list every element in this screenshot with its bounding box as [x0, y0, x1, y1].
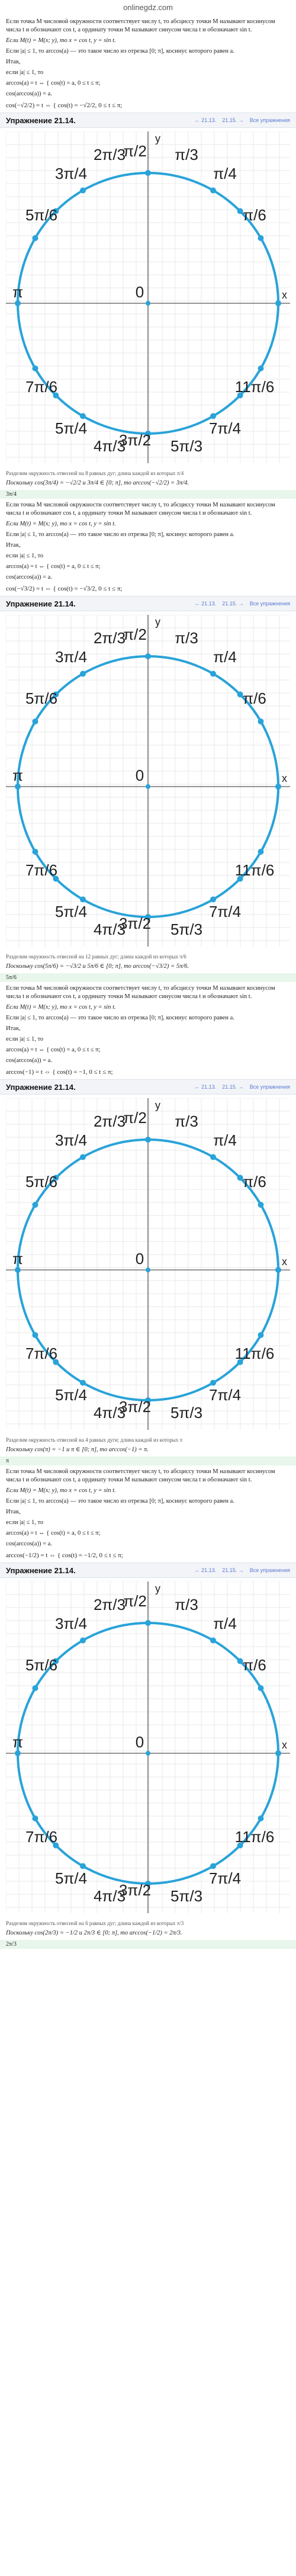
unit-circle-figure: [6, 131, 290, 463]
condition-1: если |a| ≤ 1, то: [6, 1036, 44, 1042]
label-5pi-6: 5π/6: [25, 689, 58, 707]
label-7pi-4: 7π/4: [208, 1386, 242, 1404]
task-formula: cos(−√2/2) = t ⇔ { cos(t) = −√2/2, 0 ≤ t ≤ π;: [6, 102, 123, 109]
circle-point: [80, 1638, 86, 1644]
result-text: Поскольку cos(5π/6) = −√3/2 и 5π/6 ∈ [0; π], то arccos(−√3/2) = 5π/6.: [6, 963, 189, 970]
itak-label: Итак,: [6, 59, 21, 65]
circle-point: [210, 1154, 216, 1160]
definition-text: Если точка M числовой окружности соответствует числу t, то абсциссу точки M называют косинусом числа t и обозначают cos t, а ординату точки M называют синусом числа t и обозначают sin t.: [6, 502, 275, 517]
circle-point: [15, 1750, 21, 1756]
label-pi-6: π/6: [243, 1656, 266, 1674]
label-pi-2: π/2: [123, 625, 147, 643]
explain-text: Разделим окружность отвесной на 4 равных дуги; длина каждой из которых π: [6, 1437, 183, 1443]
circle-point: [80, 1380, 86, 1386]
label-3pi-4: 3π/4: [54, 648, 88, 666]
exercise-title: Упражнение 21.14.: [6, 116, 76, 125]
answer-box: 5π/6: [0, 973, 296, 982]
circle-point: [210, 1638, 216, 1644]
label-pi-4: π/4: [213, 1615, 237, 1632]
circle-point: [15, 784, 21, 790]
circle-point: [275, 1267, 281, 1273]
x-axis-label: x: [282, 289, 287, 301]
answer-box: 2π/3: [0, 1940, 296, 1949]
label-7pi-6: 7π/6: [25, 1828, 58, 1846]
label-0: 0: [135, 766, 144, 784]
x-axis-label: x: [282, 1739, 287, 1751]
circle-point: [80, 1863, 86, 1869]
label-0: 0: [135, 283, 144, 301]
label-pi-4: π/4: [213, 1131, 237, 1149]
prev-exercise-link[interactable]: ← 21.13.: [194, 117, 217, 123]
circle-point: [258, 1202, 264, 1208]
circle-point: [210, 671, 216, 677]
label-pi: π: [12, 766, 23, 784]
circle-point: [210, 188, 216, 194]
label-pi-3: π/3: [175, 629, 198, 647]
label-pi: π: [12, 283, 23, 301]
origin-point: [146, 784, 150, 789]
label-3pi-2: 3π/2: [118, 915, 152, 932]
circle-point: [258, 849, 264, 855]
definition-formula: Если M(t) = M(x; y), то x = cos t, y = sin t.: [6, 1487, 116, 1494]
exercise-title: Упражнение 21.14.: [6, 599, 76, 608]
itak-label: Итак,: [6, 542, 21, 548]
circle-point: [33, 1685, 38, 1691]
all-exercises-link[interactable]: Все упражнения: [249, 1567, 290, 1573]
circle-point: [80, 897, 86, 903]
condition-3: cos(arccos(a)) = a.: [6, 574, 52, 580]
figure-wrapper: [6, 615, 290, 949]
label-2pi-3: 2π/3: [93, 1112, 126, 1130]
condition-1: если |a| ≤ 1, то: [6, 69, 44, 76]
unit-circle-figure: [6, 615, 290, 947]
definition-formula: Если M(t) = M(x; y), то x = cos t, y = sin t.: [6, 37, 116, 44]
circle-point: [33, 235, 38, 241]
exercise-section: [0, 501, 296, 982]
label-3pi-2: 3π/2: [118, 431, 152, 449]
condition-3: cos(arccos(a)) = a.: [6, 91, 52, 97]
label-2pi-3: 2π/3: [93, 146, 126, 163]
circle-point: [33, 1815, 38, 1821]
label-pi-2: π/2: [123, 142, 147, 160]
label-5pi-4: 5π/4: [54, 419, 88, 437]
all-exercises-link[interactable]: Все упражнения: [249, 601, 290, 607]
itak-label: Итак,: [6, 1509, 21, 1515]
circle-point: [145, 1137, 151, 1143]
circle-point: [210, 413, 216, 419]
label-5pi-3: 5π/3: [170, 437, 203, 455]
label-5pi-3: 5π/3: [170, 1404, 203, 1422]
label-4pi-3: 4π/3: [93, 1887, 126, 1905]
label-pi-4: π/4: [213, 648, 237, 666]
result-text: Поскольку cos(π) = −1 и π ∈ [0; π], то arccos(−1) = π.: [6, 1446, 149, 1453]
circle-point: [80, 1154, 86, 1160]
exercise-nav: [195, 117, 290, 123]
task-formula: arccos(−1) = t ⇔ { cos(t) = −1, 0 ≤ t ≤ π;: [6, 1069, 113, 1076]
explain-text: Разделим окружность отвесной на 12 равных дуг; длина каждой из которых π/6: [6, 954, 186, 960]
definition-text: Если точка M числовой окружности соответствует числу t, то абсциссу точки M называют косинусом числа t и обозначают cos t, а ординату точки M называют синусом числа t и обозначают sin t.: [6, 1468, 275, 1483]
figure-wrapper: [6, 1098, 290, 1433]
label-5pi-6: 5π/6: [25, 1656, 58, 1674]
circle-point: [15, 1267, 21, 1273]
condition-2: arccos(a) = t ⇔ { cos(t) = a, 0 ≤ t ≤ π;: [6, 80, 101, 86]
condition-2: arccos(a) = t ⇔ { cos(t) = a, 0 ≤ t ≤ π;: [6, 1530, 101, 1536]
definition-text: Если точка M числовой окружности соответствует числу t, то абсциссу точки M называют косинусом числа t и обозначают cos t, а ординату точки M называют синусом числа t и обозначают sin t.: [6, 985, 275, 1000]
arccos-definition: Если |a| ≤ 1, то arccos(a) — это такое число из отрезка [0; π], косинус которого равен a.: [6, 1498, 234, 1504]
label-7pi-4: 7π/4: [208, 1869, 242, 1887]
label-3pi-4: 3π/4: [54, 1131, 88, 1149]
all-exercises-link[interactable]: Все упражнения: [249, 1084, 290, 1090]
exercise-section: [0, 984, 296, 1465]
label-11pi-6: 11π/6: [234, 378, 275, 396]
label-11pi-6: 11π/6: [234, 1828, 275, 1846]
condition-2: arccos(a) = t ⇔ { cos(t) = a, 0 ≤ t ≤ π;: [6, 1047, 101, 1053]
circle-point: [237, 691, 243, 697]
y-axis-label: y: [155, 133, 160, 145]
figure-wrapper: [6, 131, 290, 466]
prev-exercise-link[interactable]: ← 21.13.: [194, 1567, 217, 1573]
exercise-title: Упражнение 21.14.: [6, 1566, 76, 1575]
label-7pi-4: 7π/4: [208, 903, 242, 920]
exercise-section: [0, 18, 296, 499]
label-5pi-6: 5π/6: [25, 206, 58, 224]
arccos-definition: Если |a| ≤ 1, то arccos(a) — это такое число из отрезка [0; π], косинус которого равен a.: [6, 1015, 234, 1021]
circle-point: [80, 413, 86, 419]
label-pi-6: π/6: [243, 1173, 266, 1191]
result-text: Поскольку cos(2π/3) = −1/2 и 2π/3 ∈ [0; π], то arccos(−1/2) = 2π/3.: [6, 1930, 182, 1936]
label-pi: π: [12, 1250, 23, 1268]
circle-point: [145, 170, 151, 176]
circle-point: [258, 1332, 264, 1338]
label-5pi-4: 5π/4: [54, 1869, 88, 1887]
site-logo[interactable]: onlinegdz.com: [123, 3, 173, 12]
label-2pi-3: 2π/3: [93, 629, 126, 647]
explain-text: Разделим окружность отвесной на 8 равных дуг; длина каждой из которых π/4: [6, 470, 184, 476]
label-pi-2: π/2: [123, 1109, 147, 1127]
y-axis-label: y: [155, 616, 160, 628]
label-4pi-3: 4π/3: [93, 1404, 126, 1422]
unit-circle-figure: [6, 1581, 290, 1913]
circle-point: [237, 1658, 243, 1664]
label-5pi-6: 5π/6: [25, 1173, 58, 1191]
origin-point: [146, 301, 150, 306]
answer-box: 3π/4: [0, 490, 296, 499]
prev-exercise-link[interactable]: ← 21.13.: [194, 601, 217, 607]
task-formula: arccos(−1/2) = t ⇔ { cos(t) = −1/2, 0 ≤ t ≤ π;: [6, 1552, 123, 1559]
origin-point: [146, 1751, 150, 1756]
all-exercises-link[interactable]: Все упражнения: [249, 117, 290, 123]
label-7pi-4: 7π/4: [208, 419, 242, 437]
exercise-nav: [195, 1567, 290, 1573]
y-axis-label: y: [155, 1099, 160, 1111]
next-exercise-link[interactable]: 21.15. →: [222, 1567, 244, 1573]
label-pi-6: π/6: [243, 689, 266, 707]
label-pi-4: π/4: [213, 165, 237, 182]
condition-3: cos(arccos(a)) = a.: [6, 1541, 52, 1547]
next-exercise-link[interactable]: 21.15. →: [222, 117, 244, 123]
circle-point: [210, 1380, 216, 1386]
circle-point: [275, 784, 281, 790]
label-7pi-6: 7π/6: [25, 1345, 58, 1362]
label-4pi-3: 4π/3: [93, 437, 126, 455]
result-text: Поскольку cos(3π/4) = −√2/2 и 3π/4 ∈ [0; π], то arccos(−√2/2) = 3π/4.: [6, 480, 189, 486]
circle-point: [33, 849, 38, 855]
circle-point: [210, 897, 216, 903]
label-2pi-3: 2π/3: [93, 1596, 126, 1613]
exercise-nav: [195, 1084, 290, 1090]
circle-point: [275, 300, 281, 306]
itak-label: Итак,: [6, 1025, 21, 1032]
condition-1: если |a| ≤ 1, то: [6, 1519, 44, 1526]
circle-point: [258, 1815, 264, 1821]
exercise-nav: [195, 601, 290, 607]
label-11pi-6: 11π/6: [234, 1345, 275, 1362]
circle-point: [145, 1620, 151, 1626]
label-0: 0: [135, 1250, 144, 1268]
circle-point: [258, 365, 264, 371]
label-5pi-3: 5π/3: [170, 1887, 203, 1905]
sections: [0, 18, 296, 1949]
exercise-header: [0, 596, 296, 611]
condition-2: arccos(a) = t ⇔ { cos(t) = a, 0 ≤ t ≤ π;: [6, 563, 101, 570]
label-5pi-4: 5π/4: [54, 903, 88, 920]
x-axis-label: x: [282, 772, 287, 784]
label-7pi-6: 7π/6: [25, 861, 58, 879]
label-0: 0: [135, 1733, 144, 1751]
label-5pi-4: 5π/4: [54, 1386, 88, 1404]
label-pi: π: [12, 1733, 23, 1751]
label-11pi-6: 11π/6: [234, 861, 275, 879]
label-pi-3: π/3: [175, 1596, 198, 1613]
label-3pi-2: 3π/2: [118, 1881, 152, 1899]
y-axis-label: y: [155, 1583, 160, 1595]
label-pi-3: π/3: [175, 1112, 198, 1130]
explain-text: Разделим окружность отвесной на 6 равных дуг; длина каждой из которых π/3: [6, 1920, 184, 1926]
circle-point: [33, 718, 38, 724]
prev-exercise-link[interactable]: ← 21.13.: [194, 1084, 217, 1090]
circle-point: [80, 188, 86, 194]
origin-point: [146, 1268, 150, 1272]
task-formula: cos(−√3/2) = t ⇔ { cos(t) = −√3/2, 0 ≤ t ≤ π;: [6, 585, 123, 592]
circle-point: [258, 1685, 264, 1691]
label-5pi-3: 5π/3: [170, 920, 203, 938]
unit-circle-figure: [6, 1098, 290, 1430]
definition-formula: Если M(t) = M(x; y), то x = cos t, y = sin t.: [6, 521, 116, 527]
label-7pi-6: 7π/6: [25, 378, 58, 396]
circle-point: [258, 718, 264, 724]
answer-box: π: [0, 1457, 296, 1465]
circle-point: [33, 1332, 38, 1338]
circle-point: [15, 300, 21, 306]
condition-1: если |a| ≤ 1, то: [6, 553, 44, 559]
label-pi-2: π/2: [123, 1592, 147, 1610]
circle-point: [237, 1175, 243, 1180]
exercise-title: Упражнение 21.14.: [6, 1082, 76, 1092]
figure-wrapper: [6, 1581, 290, 1916]
definition-text: Если точка M числовой окружности соответствует числу t, то абсциссу точки M называют косинусом числа t и обозначают cos t, а ординату точки M называют синусом числа t и обозначают sin t.: [6, 18, 275, 33]
circle-point: [275, 1750, 281, 1756]
circle-point: [80, 671, 86, 677]
label-pi-6: π/6: [243, 206, 266, 224]
label-3pi-4: 3π/4: [54, 165, 88, 182]
next-exercise-link[interactable]: 21.15. →: [222, 601, 244, 607]
circle-point: [237, 208, 243, 214]
next-exercise-link[interactable]: 21.15. →: [222, 1084, 244, 1090]
arccos-definition: Если |a| ≤ 1, то arccos(a) — это такое число из отрезка [0; π], косинус которого равен a.: [6, 531, 234, 538]
x-axis-label: x: [282, 1256, 287, 1268]
arccos-definition: Если |a| ≤ 1, то arccos(a) — это такое число из отрезка [0; π], косинус которого равен a.: [6, 48, 234, 54]
circle-point: [258, 235, 264, 241]
exercise-section: [0, 1468, 296, 1949]
label-3pi-4: 3π/4: [54, 1615, 88, 1632]
label-4pi-3: 4π/3: [93, 920, 126, 938]
circle-point: [145, 653, 151, 659]
site-header: [0, 0, 296, 15]
exercise-header: [0, 1079, 296, 1095]
label-pi-3: π/3: [175, 146, 198, 163]
label-3pi-2: 3π/2: [118, 1398, 152, 1416]
circle-point: [33, 365, 38, 371]
circle-point: [210, 1863, 216, 1869]
definition-formula: Если M(t) = M(x; y), то x = cos t, y = sin t.: [6, 1004, 116, 1010]
exercise-header: [0, 113, 296, 128]
condition-3: cos(arccos(a)) = a.: [6, 1057, 52, 1064]
exercise-header: [0, 1563, 296, 1578]
circle-point: [33, 1202, 38, 1208]
